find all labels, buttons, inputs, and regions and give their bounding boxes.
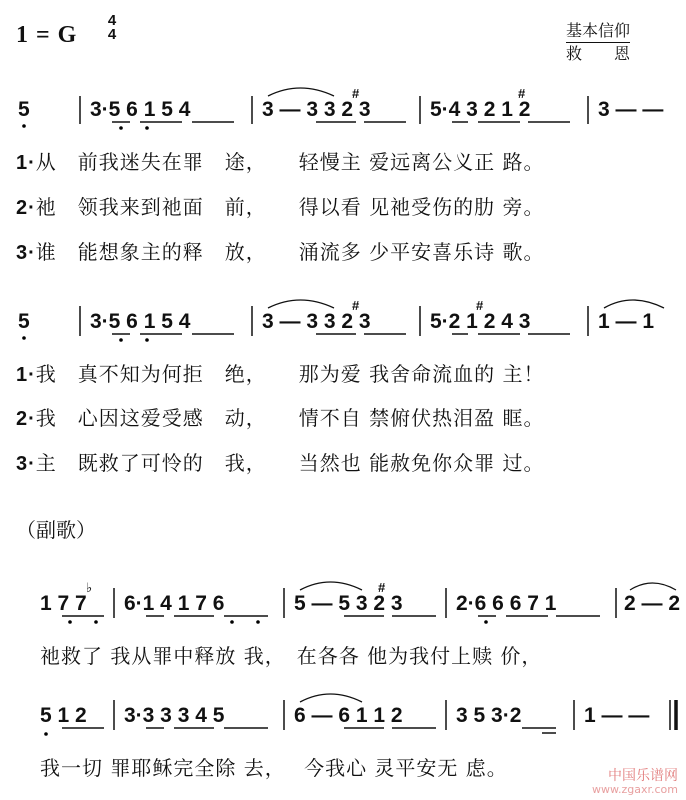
svg-text:3 — 3 3 2 3: 3 — 3 3 2 3: [262, 98, 371, 121]
song-title: 救 恩: [566, 44, 631, 63]
chorus-label: （副歌）: [16, 518, 96, 542]
svg-text:3 — —: 3 — —: [598, 98, 664, 121]
key-signature: 1 = G: [16, 22, 78, 48]
svg-text:3·3 3 3 4 5: 3·3 3 3 4 5: [124, 704, 225, 727]
note: 5: [18, 98, 30, 121]
time-signature: [104, 14, 120, 42]
low-dot: [22, 124, 26, 128]
svg-text:5·2 1 2 4 3: 5·2 1 2 4 3: [430, 310, 531, 333]
time-numerator: 4: [107, 12, 117, 29]
svg-text:#: #: [476, 298, 484, 313]
watermark-url: www.zgaxr.com: [592, 783, 678, 796]
svg-text:#: #: [352, 298, 360, 313]
svg-text:5 — 5 3 2 3: 5 — 5 3 2 3: [294, 592, 403, 615]
lyric-line: 3·谁 能想象主的释 放， 涌流多 少平安喜乐诗 歌。: [16, 240, 545, 264]
svg-text:#: #: [352, 86, 360, 101]
svg-text:#: #: [518, 86, 526, 101]
notation-row-2: [18, 298, 664, 342]
lyric-line: 1·从 前我迷失在罪 途， 轻慢主 爱远离公义正 路。: [16, 150, 545, 174]
lyric-line: 祂救了 我从罪中释放 我， 在各各 他为我付上赎 价，: [40, 644, 543, 668]
notation-row-4: [40, 694, 676, 736]
svg-text:3·5 6 1 5 4: 3·5 6 1 5 4: [90, 310, 191, 333]
svg-text:5·4 3 2 1 2: 5·4 3 2 1 2: [430, 98, 531, 121]
lyric-line: 2·祂 领我来到祂面 前， 得以看 见祂受伤的肋 旁。: [16, 195, 545, 219]
lyric-line: 3·主 既救了可怜的 我， 当然也 能赦免你众罪 过。: [16, 451, 545, 475]
song-category: 基本信仰: [566, 20, 630, 43]
time-denominator: 4: [107, 26, 117, 43]
svg-text:1 — —: 1 — —: [584, 704, 650, 727]
lyric-line: 1·我 真不知为何拒 绝， 那为爱 我舍命流血的 主！: [16, 362, 545, 386]
svg-text:5: 5: [18, 310, 30, 333]
svg-text:1 7 7: 1 7 7: [40, 592, 87, 615]
svg-text:3 5 3·2: 3 5 3·2: [456, 704, 522, 727]
tie-arc: [268, 88, 334, 96]
notation-row-1: [18, 86, 663, 130]
svg-text:6 — 6 1 1 2: 6 — 6 1 1 2: [294, 704, 403, 727]
svg-text:6·1 4 1 7 6: 6·1 4 1 7 6: [124, 592, 225, 615]
song-credit: [566, 20, 630, 64]
svg-text:3 — 3 3 2 3: 3 — 3 3 2 3: [262, 310, 371, 333]
watermark-name: 中国乐谱网: [608, 768, 678, 784]
svg-text:2·6 6 6 7 1: 2·6 6 6 7 1: [456, 592, 557, 615]
svg-text:1 — 1: 1 — 1: [598, 310, 655, 333]
lyric-line: 2·我 心因这爱受感 动， 情不自 禁俯伏热泪盈 眶。: [16, 406, 545, 430]
svg-text:#: #: [378, 580, 386, 595]
lyric-line: 我一切 罪耶稣完全除 去， 今我心 灵平安无 虑。: [40, 756, 508, 780]
note: 3·5 6 1 5 4: [90, 98, 191, 121]
svg-text:5 1 2: 5 1 2: [40, 704, 87, 727]
svg-text:♭: ♭: [86, 580, 93, 595]
svg-text:2 — 2: 2 — 2: [624, 592, 681, 615]
notation-row-3: [40, 580, 680, 624]
watermark: [592, 770, 678, 796]
